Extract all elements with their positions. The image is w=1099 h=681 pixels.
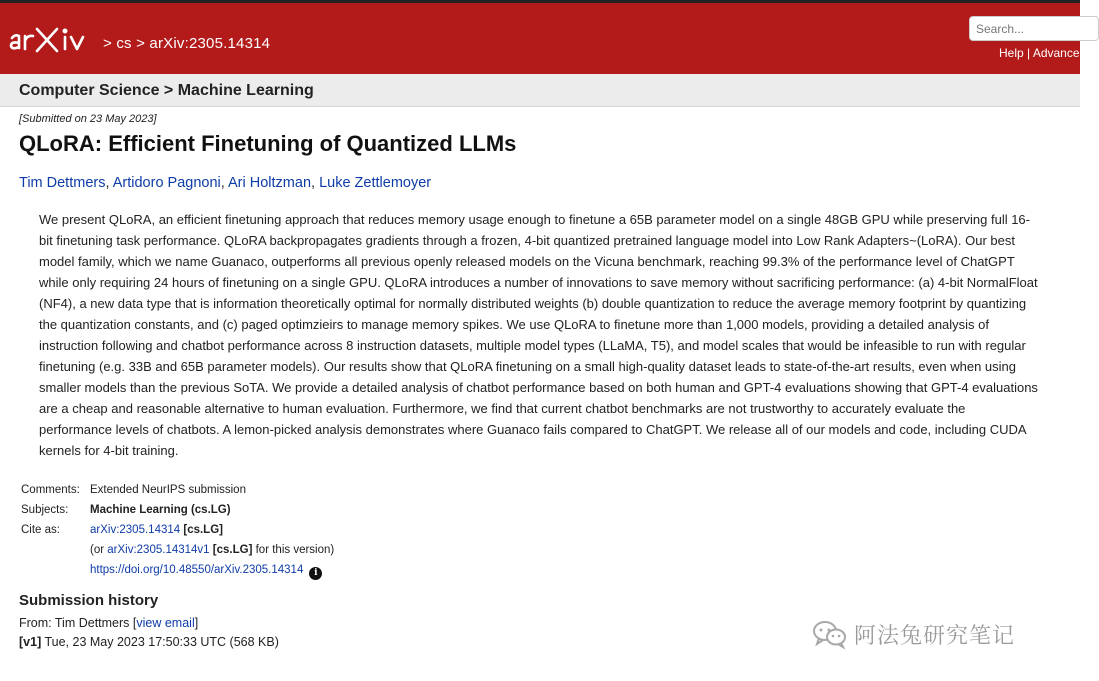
wechat-icon — [812, 619, 848, 649]
author-list: Tim Dettmers, Artidoro Pagnoni, Ari Holtzman, Luke Zettlemoyer — [19, 175, 432, 191]
watermark-text: 阿法兔研究笔记 — [854, 623, 1016, 649]
submission-date: [Submitted on 23 May 2023] — [19, 113, 157, 125]
version-value — [90, 544, 334, 556]
version-label[interactable]: [v1] — [19, 635, 42, 649]
submission-history-heading: Submission history — [19, 592, 159, 609]
arxiv-logo-icon — [8, 21, 100, 57]
arxiv-id-link[interactable]: arXiv:2305.14314 — [90, 524, 181, 536]
author-link[interactable]: Luke Zettlemoyer — [319, 175, 432, 191]
cite-label: Cite as: — [21, 524, 60, 536]
comments-label: Comments: — [21, 484, 80, 496]
breadcrumb-text[interactable]: > cs > arXiv:2305.14314 — [103, 35, 271, 52]
subjects-label: Subjects: — [21, 504, 69, 516]
site-header — [0, 3, 1087, 74]
search-input[interactable] — [969, 16, 1099, 41]
doi-link[interactable]: https://doi.org/10.48550/arXiv.2305.14314 — [90, 564, 304, 576]
submitter-line — [19, 616, 198, 630]
version-date: Tue, 23 May 2023 17:50:33 UTC (568 KB) — [44, 635, 279, 649]
header-link-separator: | — [1027, 46, 1031, 60]
version-prefix: (or — [90, 544, 105, 556]
category-breadcrumb[interactable]: Computer Science > Machine Learning — [19, 82, 314, 99]
breadcrumb — [103, 35, 270, 52]
arxiv-logo[interactable] — [8, 21, 100, 57]
version-category: [cs.LG] — [212, 544, 253, 556]
watermark — [812, 618, 1015, 650]
author-link[interactable]: Ari Holtzman — [228, 175, 312, 191]
comments-value: Extended NeurIPS submission — [90, 484, 246, 496]
submitter-suffix: ] — [194, 616, 199, 630]
subheader — [0, 74, 1080, 107]
cite-category: [cs.LG] — [183, 524, 223, 536]
version-suffix: for this version) — [255, 544, 335, 556]
author-link[interactable]: Tim Dettmers — [19, 175, 106, 191]
advanced-search-link[interactable]: Advanced — [1032, 46, 1087, 60]
abstract: We present QLoRA, an efficient finetuning approach that reduces memory usage enough to finetune a 65B parameter model on a single 48GB GPU while preserving full 16-bit finetuning task performance. QLoRA backpropagates gradients through a frozen, 4-bit quantized pretrained language model into Low Rank Adapters~(LoRA). Our best model family, which we name Guanaco, outperforms all previous openly released models on the Vicuna benchmark, reaching 99.3% of the performance level of ChatGPT while only requiring 24 hours of finetuning on a single GPU. QLoRA introduces a number of innovations to save memory without sacrificing performance: (a) 4-bit NormalFloat (NF4), a new data type that is information theoretically optimal for normally distributed weights (b) double quantization to reduce the average memory footprint by quantizing the quantization constants, and (c) paged optimzieirs to manage memory spikes. We use QLoRA to finetune more than 1,000 models, providing a detailed analysis of instruction following and chatbot performance across 8 instruction datasets, multiple model types (LLaMA, T5), and model scales that would be infeasible to run with regular finetuning (e.g. 33B and 65B parameter models). Our results show that QLoRA finetuning on a small high-quality dataset leads to state-of-the-art results, even when using smaller models than the previous SoTA. We provide a detailed analysis of chatbot performance based on both human and GPT-4 evaluations showing that GPT-4 evaluations are a cheap and reasonable alternative to human evaluation. Furthermore, we find that current chatbot benchmarks are not trustworthy to accurately evaluate the performance levels of chatbots. A lemon-picked analysis demonstrates where Guanaco fails compared to ChatGPT. We release all of our models and code, including CUDA kernels for 4-bit training. — [39, 212, 1038, 458]
version-history-entry — [19, 635, 279, 649]
subjects-value: Machine Learning (cs.LG) — [90, 504, 231, 516]
header-links — [999, 46, 1086, 60]
doi-value — [90, 564, 322, 580]
info-icon[interactable]: i — [309, 567, 322, 580]
submitter-prefix: From: Tim Dettmers [ — [19, 616, 137, 630]
cite-value — [90, 524, 223, 536]
view-email-link[interactable]: view email — [136, 616, 195, 630]
author-link[interactable]: Artidoro Pagnoni — [112, 175, 221, 191]
version-id-link[interactable]: arXiv:2305.14314v1 — [107, 544, 210, 556]
paper-title: QLoRA: Efficient Finetuning of Quantized LLMs — [19, 131, 517, 156]
help-link[interactable]: Help — [999, 46, 1024, 60]
